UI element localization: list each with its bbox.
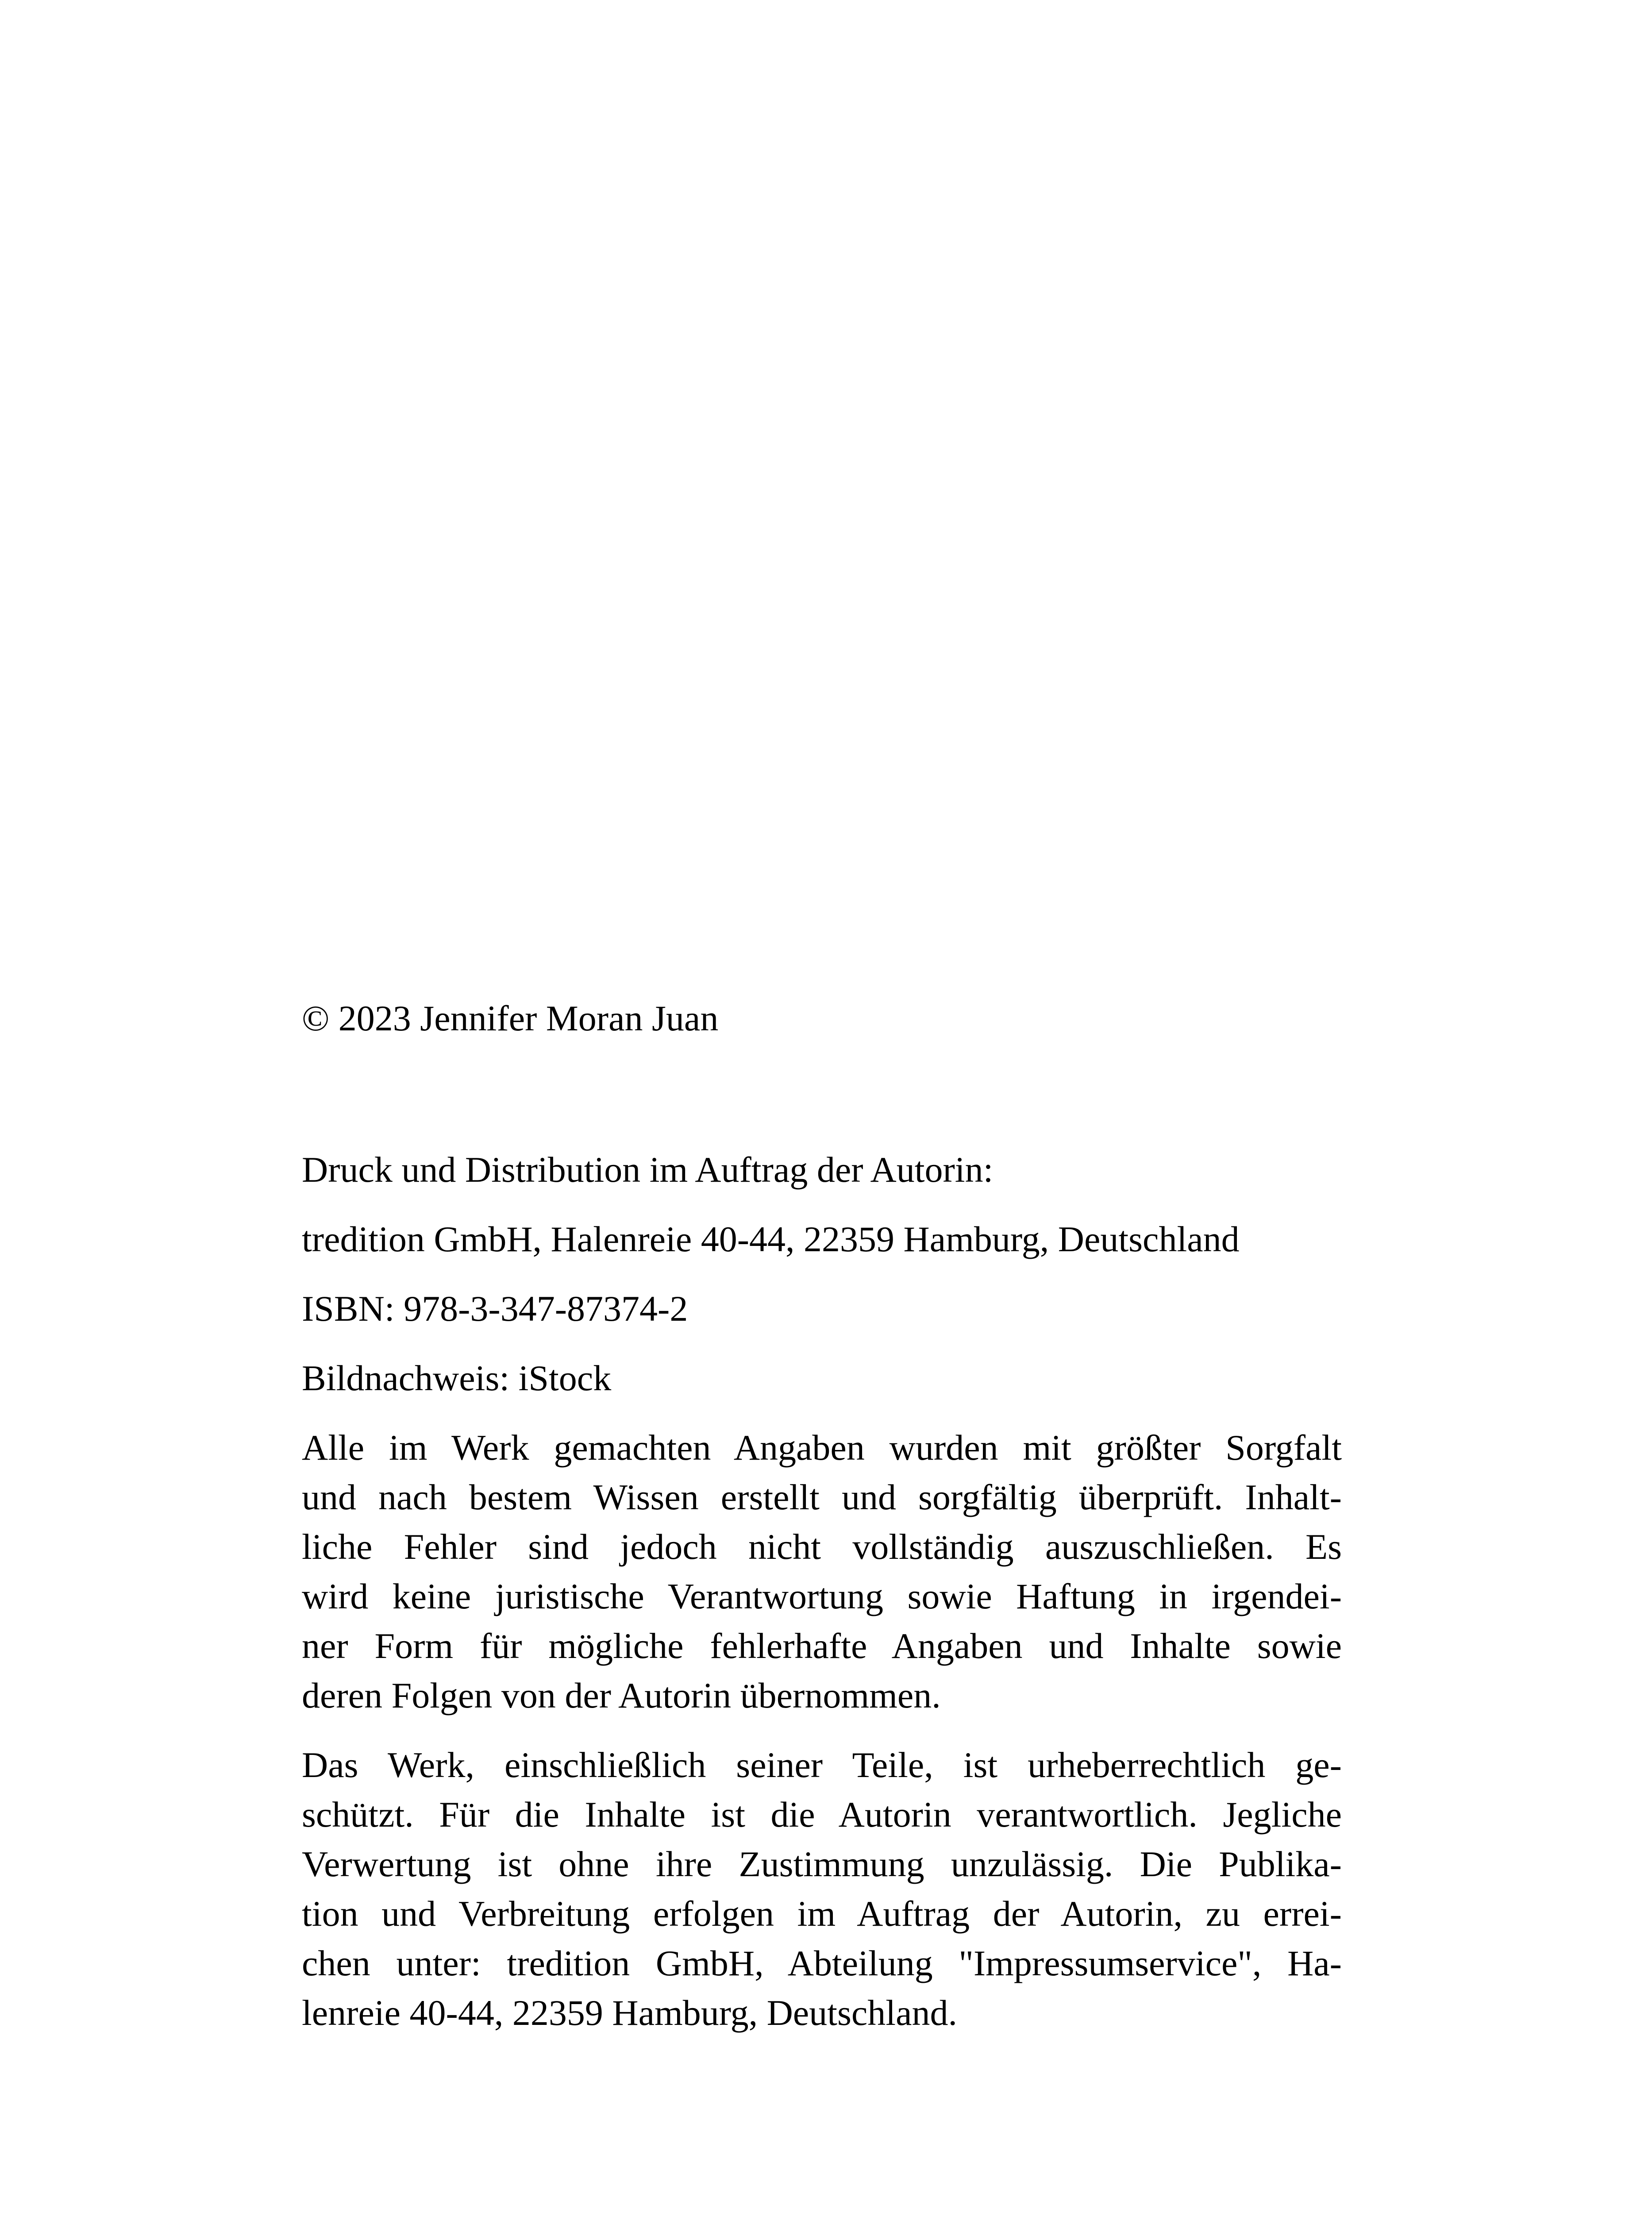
disclaimer-line: deren Folgen von der Autorin übernommen. (302, 1675, 941, 1716)
imprint-page (302, 994, 1342, 2058)
disclaimer-paragraph (302, 1423, 1342, 1720)
copyright-line: © 2023 Jennifer Moran Juan (302, 998, 719, 1038)
disclaimer-line: Alle im Werk gemachten Angaben wurden mit größter Sorgfalt (302, 1427, 1342, 1468)
publisher-address: tredition GmbH, Halenreie 40-44, 22359 Hamburg, Deutschland (302, 1219, 1240, 1259)
disclaimer-line: und nach bestem Wissen erstellt und sorgfältig überprüft. Inhalt- (302, 1477, 1342, 1517)
copyright-notice-line: Verwertung ist ohne ihre Zustimmung unzulässig. Die Publika- (302, 1844, 1342, 1884)
copyright-notice-line: lenreie 40-44, 22359 Hamburg, Deutschland. (302, 1993, 957, 2033)
image-credit-line: Bildnachweis: iStock (302, 1358, 612, 1398)
copyright-notice-line: schützt. Für die Inhalte ist die Autorin verantwortlich. Jegliche (302, 1794, 1342, 1835)
copyright-notice-line: chen unter: tredition GmbH, Abteilung "Impressumservice", Ha- (302, 1943, 1342, 1983)
disclaimer-line: liche Fehler sind jedoch nicht vollständig auszuschließen. Es (302, 1527, 1342, 1567)
disclaimer-line: ner Form für mögliche fehlerhafte Angaben und Inhalte sowie (302, 1626, 1342, 1666)
printing-distribution-label: Druck und Distribution im Auftrag der Autorin: (302, 1149, 994, 1190)
copyright-notice-paragraph (302, 1740, 1342, 2038)
copyright-notice-line: Das Werk, einschließlich seiner Teile, ist urheberrechtlich ge- (302, 1745, 1342, 1785)
isbn-line: ISBN: 978-3-347-87374-2 (302, 1288, 688, 1329)
copyright-notice-line: tion und Verbreitung erfolgen im Auftrag der Autorin, zu errei- (302, 1893, 1342, 1934)
disclaimer-line: wird keine juristische Verantwortung sowie Haftung in irgendei- (302, 1576, 1342, 1616)
